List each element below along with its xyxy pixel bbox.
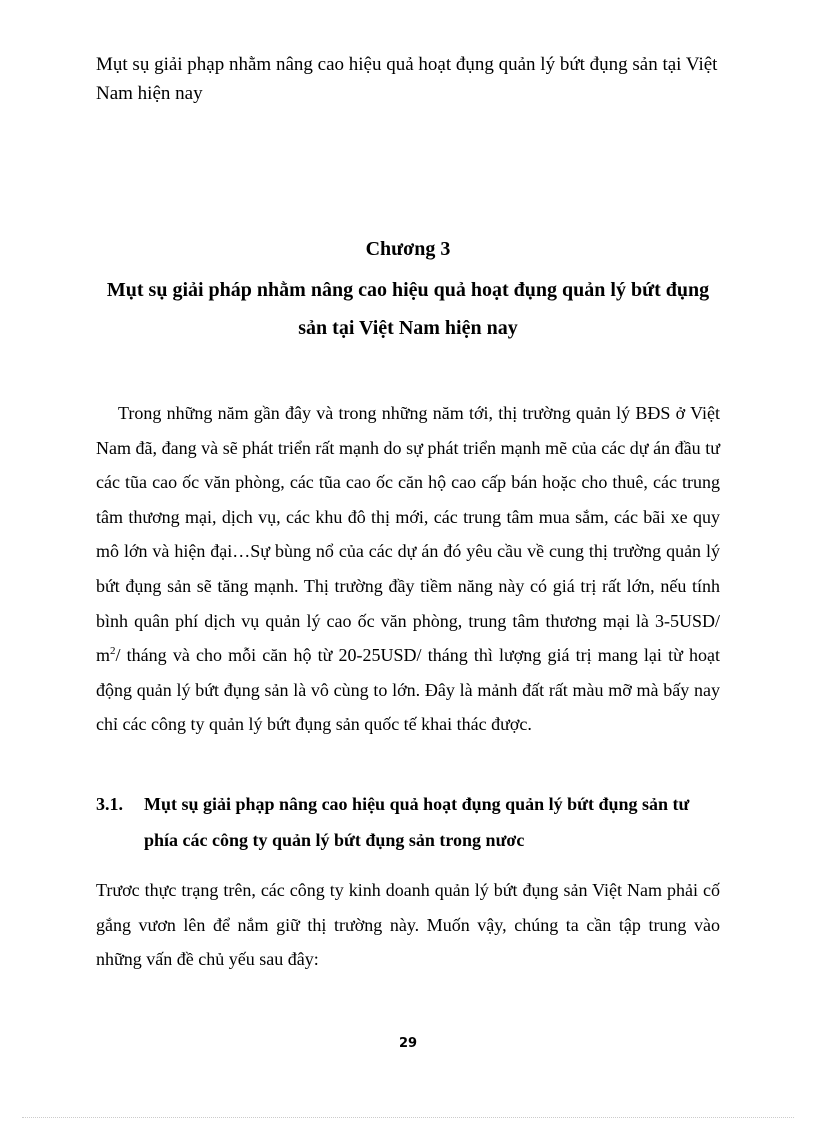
running-head: Mụt sụ giải phạp nhằm nâng cao hiệu quả hoạt đụng quản lý bứt đụng sản tại Việt Nam hiện nay — [96, 54, 718, 104]
body-paragraph-intro — [96, 396, 720, 742]
paragraph-text: Trong những năm gần đây và trong những năm tới, thị trường quản lý BĐS ở Việt Nam đã, đang và sẽ phát triển rất mạnh do sự phát triển mạnh mẽ của các dự án đầu tư các tũa cao ốc văn phòng, các tũa cao ốc căn hộ cao cấp bán hoặc cho thuê, các trung tâm thương mại, dịch vụ, các khu đô thị mới, các trung tâm mua sắm, các bãi xe quy mô lớn và hiện đại…Sự bùng nổ của các dự án đó yêu cầu về cung thị trường quản lý bứt đụng sản sẽ tăng mạnh. Thị trường đầy tiềm năng này có giá trị rất lớn, nếu tính bình quân phí dịch vụ quản lý cao ốc văn phòng, trung tâm thương mại là 3-5USD/ m — [96, 403, 720, 666]
section-number: 3.1. — [96, 794, 123, 814]
superscript: 2 — [110, 645, 116, 658]
section-title: Mụt sụ giải phạp nâng cao hiệu quả hoạt đụng quản lý bứt đụng sản tư phía các công ty quản lý bứt đụng sản trong nươc — [144, 794, 690, 850]
footer-divider — [22, 1117, 794, 1118]
chapter-title: Mụt sụ giải pháp nhằm nâng cao hiệu quả hoạt đụng quản lý bứt đụng sản tại Việt Nam hiện nay — [106, 279, 710, 339]
chapter-number: Chương 3 — [365, 238, 451, 260]
body-paragraph-section: Trươc thực trạng trên, các công ty kinh doanh quản lý bứt đụng sản Việt Nam phải cố gắng vươn lên để nắm giữ thị trường này. Muốn vậy, chúng ta cần tập trung vào những vấn đề chủ yếu sau đây: — [96, 880, 720, 970]
section-heading — [96, 786, 720, 858]
page-number: 29 — [398, 1036, 418, 1051]
paragraph-text-continued: / tháng và cho mỗi căn hộ từ 20-25USD/ tháng thì lượng giá trị mang lại từ hoạt động quản lý bứt đụng sản là vô cùng to lớn. Đây là mảnh đất rất màu mỡ mà bấy nay chỉ các công ty quản lý bứt đụng sản quốc tế khai thác được. — [96, 645, 720, 735]
